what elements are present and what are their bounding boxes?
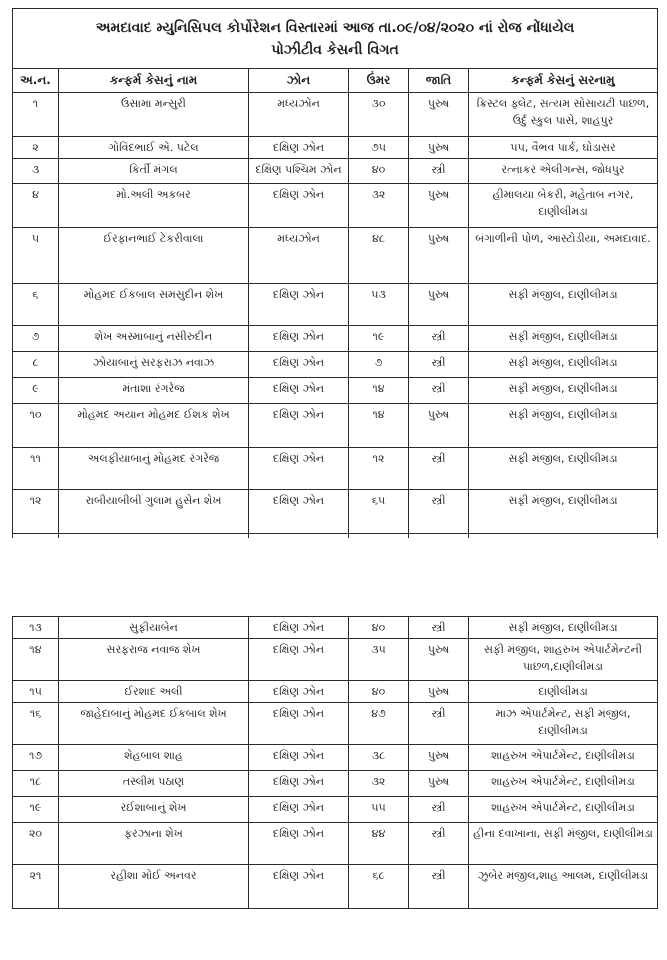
cell-name: અલફીયાબાનું મોહમદ રંગરેજ bbox=[59, 448, 249, 490]
cell-no: ૭ bbox=[13, 326, 59, 352]
cell-name: ફરઝાના શેખ bbox=[59, 823, 249, 865]
cell-no: ૧૬ bbox=[13, 703, 59, 745]
table-row bbox=[13, 448, 658, 490]
table-row bbox=[13, 865, 658, 909]
cell-address: બંગાળીની પોળ, આસ્ટોડીયા, અમદાવાદ. bbox=[469, 228, 658, 284]
cell-zone: દક્ષિણ ઝોન bbox=[249, 284, 349, 326]
cell-address: સફી મંજીલ, દાણીલીમડા bbox=[469, 284, 658, 326]
cell-zone: દક્ષિણ ઝોન bbox=[249, 404, 349, 448]
cell-address: ક્રિસ્ટલ ફ્લેટ, સત્યમ સોસાયટી પાછળ, ઉર્દુ સ્કુલ પાસે, શાહપુર bbox=[469, 93, 658, 137]
cell-zone: દક્ષિણ પશ્ચિમ ઝોન bbox=[249, 159, 349, 184]
cell-no: ૩ bbox=[13, 159, 59, 184]
cell-name: તસ્લીમ પઠાણ bbox=[59, 771, 249, 797]
cell-gender: સ્ત્રી bbox=[409, 865, 469, 909]
cell-gender: પુરુષ bbox=[409, 404, 469, 448]
cell-name: મોહમદ અયાન મોહમદ ઈશક શેખ bbox=[59, 404, 249, 448]
cell-gender: સ્ત્રી bbox=[409, 490, 469, 534]
table-row bbox=[13, 378, 658, 404]
cell-gender: પુરુષ bbox=[409, 93, 469, 137]
header-zone: ઝોન bbox=[249, 69, 349, 93]
cell-no: ૧ bbox=[13, 93, 59, 137]
table-row bbox=[13, 93, 658, 137]
table-row bbox=[13, 184, 658, 228]
cell-name: રાબીયાબીબી ગુલામ હુસેન શેખ bbox=[59, 490, 249, 534]
cell-address: સફી મંજીલ, દાણીલીમડા bbox=[469, 352, 658, 378]
cell-no: ૫ bbox=[13, 228, 59, 284]
cell-address: ઝુબેર મંજીલ,શાહ આલમ, દાણીલીમડા bbox=[469, 865, 658, 909]
table-row bbox=[13, 352, 658, 378]
cell-address: સફી મંજીલ, દાણીલીમડા bbox=[469, 404, 658, 448]
document-title bbox=[13, 9, 658, 69]
table-body-1 bbox=[13, 93, 658, 534]
cell-gender: પુરુષ bbox=[409, 284, 469, 326]
cell-address: સફી મંજીલ, દાણીલીમડા bbox=[469, 617, 658, 639]
table-row bbox=[13, 681, 658, 703]
cell-no: ૬ bbox=[13, 284, 59, 326]
cell-gender: સ્ત્રી bbox=[409, 159, 469, 184]
cell-zone: દક્ષિણ ઝોન bbox=[249, 865, 349, 909]
table-row bbox=[13, 745, 658, 771]
cell-zone: મધ્યઝોન bbox=[249, 93, 349, 137]
cell-no: ૧૦ bbox=[13, 404, 59, 448]
cell-no: ૧૭ bbox=[13, 745, 59, 771]
cell-age: ૪૮ bbox=[349, 228, 409, 284]
cell-age: ૪૦ bbox=[349, 681, 409, 703]
table-row bbox=[13, 771, 658, 797]
cell-name: શેહબાલ શાહ bbox=[59, 745, 249, 771]
cell-gender: પુરુષ bbox=[409, 771, 469, 797]
cell-zone: દક્ષિણ ઝોન bbox=[249, 326, 349, 352]
header-age: ઉંમર bbox=[349, 69, 409, 93]
cell-zone: દક્ષિણ ઝોન bbox=[249, 797, 349, 823]
cell-age: ૫૫ bbox=[349, 797, 409, 823]
cell-gender: સ્ત્રી bbox=[409, 378, 469, 404]
positive-cases-table bbox=[12, 8, 658, 538]
cell-age: ૩૨ bbox=[349, 771, 409, 797]
cell-no: ૧૧ bbox=[13, 448, 59, 490]
table-row bbox=[13, 159, 658, 184]
cell-no: ૧૫ bbox=[13, 681, 59, 703]
cell-no: ૯ bbox=[13, 378, 59, 404]
table-row bbox=[13, 703, 658, 745]
cell-no: ૧૩ bbox=[13, 617, 59, 639]
cell-age: ૧૨ bbox=[349, 448, 409, 490]
cell-no: ૧૪ bbox=[13, 639, 59, 681]
cell-address: શાહરુખ એપાર્ટમેન્ટ, દાણીલીમડા bbox=[469, 771, 658, 797]
cell-age: ૩૦ bbox=[349, 93, 409, 137]
cell-address: શાહરુખ એપાર્ટમેન્ટ, દાણીલીમડા bbox=[469, 745, 658, 771]
cell-address: સફી મંજીલ, દાણીલીમડા bbox=[469, 490, 658, 534]
cell-zone: દક્ષિણ ઝોન bbox=[249, 681, 349, 703]
cell-gender: સ્ત્રી bbox=[409, 823, 469, 865]
cell-zone: દક્ષિણ ઝોન bbox=[249, 490, 349, 534]
title-line-2: પોઝીટીવ કેસની વિગત bbox=[271, 41, 399, 58]
cell-address: દાણીલીમડા bbox=[469, 681, 658, 703]
cell-name: કિર્તી મંગલ bbox=[59, 159, 249, 184]
cell-zone: દક્ષિણ ઝોન bbox=[249, 184, 349, 228]
cell-age: ૭૫ bbox=[349, 137, 409, 159]
cell-address: માઝ એપાર્ટમેન્ટ, સફી મંજીલ, દાણીલીમડા bbox=[469, 703, 658, 745]
cell-age: ૧૪ bbox=[349, 378, 409, 404]
table-row bbox=[13, 639, 658, 681]
cell-name: રહીશા મોઈ અનવર bbox=[59, 865, 249, 909]
cell-gender: સ્ત્રી bbox=[409, 703, 469, 745]
cell-address: હીના દવાખાના, સફી મંજીલ, દાણીલીમડા bbox=[469, 823, 658, 865]
header-row bbox=[13, 69, 658, 93]
cell-address: સફી મંજીલ, દાણીલીમડા bbox=[469, 378, 658, 404]
cell-gender: પુરુષ bbox=[409, 137, 469, 159]
cell-address: સફી મંજીલ, દાણીલીમડા bbox=[469, 326, 658, 352]
cell-zone: દક્ષિણ ઝોન bbox=[249, 771, 349, 797]
cell-age: ૬૫ bbox=[349, 490, 409, 534]
cell-age: ૫૩ bbox=[349, 284, 409, 326]
header-name: કન્ફર્મ કેસનું નામ bbox=[59, 69, 249, 93]
table-row bbox=[13, 823, 658, 865]
table-body-2 bbox=[13, 617, 658, 909]
table-part-1 bbox=[12, 8, 657, 538]
cell-age: ૪૦ bbox=[349, 617, 409, 639]
table-row bbox=[13, 797, 658, 823]
cell-address: સફી મંજીલ, શાહરુખ એપાર્ટમેન્ટની પાછળ,દાણીલીમડા bbox=[469, 639, 658, 681]
positive-cases-table-continued bbox=[12, 616, 658, 909]
table-row bbox=[13, 228, 658, 284]
header-address: કન્ફર્મ કેસનું સરનામુ bbox=[469, 69, 658, 93]
cell-zone: મધ્યઝોન bbox=[249, 228, 349, 284]
cell-address: સફી મંજીલ, દાણીલીમડા bbox=[469, 448, 658, 490]
table-row bbox=[13, 284, 658, 326]
cell-zone: દક્ષિણ ઝોન bbox=[249, 703, 349, 745]
cell-gender: પુરુષ bbox=[409, 681, 469, 703]
cell-age: ૧૪ bbox=[349, 404, 409, 448]
cell-name: ઈરશાદ અલી bbox=[59, 681, 249, 703]
cell-name: ઝોયાબાનું સરફરાઝ નવાઝ bbox=[59, 352, 249, 378]
cell-age: ૧૯ bbox=[349, 326, 409, 352]
cell-gender: સ્ત્રી bbox=[409, 326, 469, 352]
cell-age: ૪૦ bbox=[349, 159, 409, 184]
cell-gender: સ્ત્રી bbox=[409, 797, 469, 823]
cell-no: ૧૮ bbox=[13, 771, 59, 797]
header-gender: જાતિ bbox=[409, 69, 469, 93]
cell-age: ૬૮ bbox=[349, 865, 409, 909]
cell-no: ૪ bbox=[13, 184, 59, 228]
table-row bbox=[13, 326, 658, 352]
cell-zone: દક્ષિણ ઝોન bbox=[249, 617, 349, 639]
cell-gender: પુરુષ bbox=[409, 184, 469, 228]
cell-zone: દક્ષિણ ઝોન bbox=[249, 639, 349, 681]
cell-zone: દક્ષિણ ઝોન bbox=[249, 448, 349, 490]
cell-no: ૧૯ bbox=[13, 797, 59, 823]
cell-name: ગોવિંદભાઈ એ. પટેલ bbox=[59, 137, 249, 159]
table-row bbox=[13, 490, 658, 534]
cell-age: ૩૨ bbox=[349, 184, 409, 228]
cell-no: ૨૦ bbox=[13, 823, 59, 865]
header-no: અ.ન. bbox=[13, 69, 59, 93]
cell-name: સરફરાજ નવાજ શેખ bbox=[59, 639, 249, 681]
cell-name: ઉસામા મન્સુરી bbox=[59, 93, 249, 137]
cell-zone: દક્ષિણ ઝોન bbox=[249, 823, 349, 865]
cell-age: ૩૮ bbox=[349, 745, 409, 771]
cell-name: જાહેદાબાનું મોહમદ ઈકબાલ શેખ bbox=[59, 703, 249, 745]
cell-gender: પુરુષ bbox=[409, 745, 469, 771]
cell-age: ૪૭ bbox=[349, 703, 409, 745]
cell-address: હીમાલયા બેકરી, મહેતાબ નગર, દાણીલીમડા bbox=[469, 184, 658, 228]
cell-address: રત્નાકર એલીગન્સ, જોધપુર bbox=[469, 159, 658, 184]
cell-address: ૫૫, વૈભવ પાર્ક, ઘોડાસર bbox=[469, 137, 658, 159]
title-line-1: અમદાવાદ મ્યુનિસિપલ કોર્પોરેશન વિસ્તારમાં આજ તા.૦૯/૦૪/૨૦૨૦ નાં રોજ નોંધાયેલ bbox=[95, 19, 575, 36]
cell-name: ઈરફાનભાઈ ટેકરીવાલા bbox=[59, 228, 249, 284]
cell-age: ૪૪ bbox=[349, 823, 409, 865]
cell-name: મોહમદ ઈકબાલ સમસુદીન શેખ bbox=[59, 284, 249, 326]
cell-age: ૭ bbox=[349, 352, 409, 378]
cell-no: ૨ bbox=[13, 137, 59, 159]
cell-zone: દક્ષિણ ઝોન bbox=[249, 745, 349, 771]
cell-no: ૨૧ bbox=[13, 865, 59, 909]
cell-gender: સ્ત્રી bbox=[409, 352, 469, 378]
cell-gender: પુરુષ bbox=[409, 228, 469, 284]
cell-age: ૩૫ bbox=[349, 639, 409, 681]
cell-gender: સ્ત્રી bbox=[409, 448, 469, 490]
table-row bbox=[13, 137, 658, 159]
table-part-2 bbox=[12, 616, 657, 909]
table-row bbox=[13, 617, 658, 639]
cell-gender: પુરુષ bbox=[409, 639, 469, 681]
table-row bbox=[13, 404, 658, 448]
cell-name: મંતાશા રંગરેજ bbox=[59, 378, 249, 404]
cell-zone: દક્ષિણ ઝોન bbox=[249, 137, 349, 159]
cell-address: શાહરુખ એપાર્ટમેન્ટ, દાણીલીમડા bbox=[469, 797, 658, 823]
cell-gender: સ્ત્રી bbox=[409, 617, 469, 639]
cell-name: સુફીયાબેન bbox=[59, 617, 249, 639]
cell-zone: દક્ષિણ ઝોન bbox=[249, 378, 349, 404]
cell-name: શેખ અસ્માબાનું નસીરુદીન bbox=[59, 326, 249, 352]
cell-no: ૮ bbox=[13, 352, 59, 378]
cell-name: મો.અલી અકબર bbox=[59, 184, 249, 228]
cell-zone: દક્ષિણ ઝોન bbox=[249, 352, 349, 378]
cell-name: રઈશાબાનું શેખ bbox=[59, 797, 249, 823]
cell-no: ૧૨ bbox=[13, 490, 59, 534]
